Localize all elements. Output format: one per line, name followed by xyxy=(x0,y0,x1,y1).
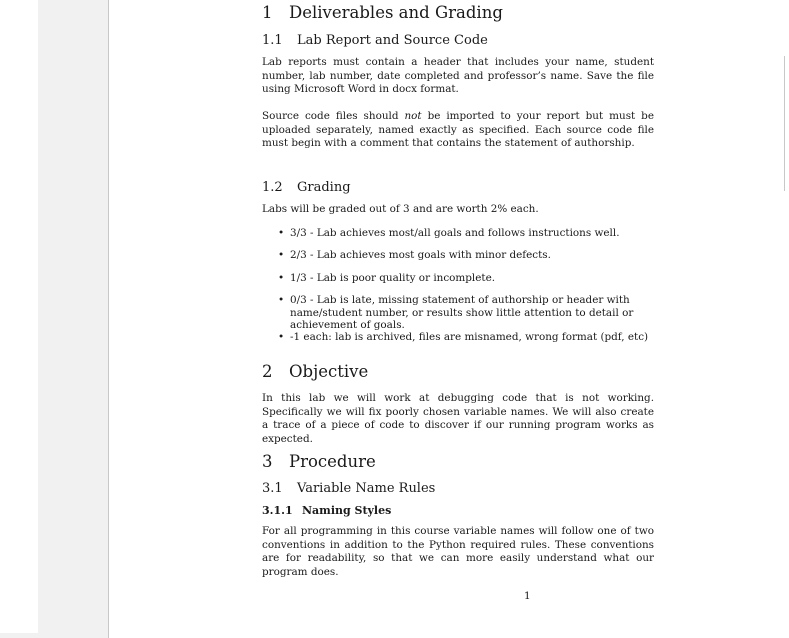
subsection-number: 3.1 xyxy=(262,481,283,496)
subsection-title: Lab Report and Source Code xyxy=(297,33,488,48)
subsubsection-heading-naming-styles xyxy=(262,504,391,517)
subsection-heading-variable-rules xyxy=(262,481,435,496)
document-viewer[interactable] xyxy=(38,0,789,633)
list-item-text: 0/3 - Lab is late, missing statement of authorship or header with name/student number, or results show little attention to detail or achievement of goals. xyxy=(290,294,634,331)
section-heading-procedure xyxy=(262,452,376,471)
bullet-icon: • xyxy=(278,227,285,239)
section-title: Objective xyxy=(289,362,369,381)
section-title: Deliverables and Grading xyxy=(289,3,503,22)
list-item xyxy=(278,331,672,344)
section-number: 3 xyxy=(262,452,273,471)
paragraph-grading-intro: Labs will be graded out of 3 and are worth 2% each. xyxy=(262,203,539,215)
adjacent-page-edge xyxy=(784,56,789,191)
paragraph-source-code xyxy=(262,110,654,151)
text-run: be imported to your report but must be uploaded separately, named exactly as specified. Each source code file must begin with a comment that contains the statement of authorship. xyxy=(262,110,654,149)
list-item xyxy=(278,272,672,285)
paragraph-objective: In this lab we will work at debugging code that is not working. Specifically we will fix poorly chosen variable names. We will also create a trace of a piece of code to discover if our running program works as expected. xyxy=(262,392,654,445)
list-item xyxy=(278,294,672,332)
section-number: 2 xyxy=(262,362,273,381)
list-item-text: 3/3 - Lab achieves most/all goals and follows instructions well. xyxy=(290,227,620,239)
subsection-number: 1.1 xyxy=(262,33,283,48)
subsection-number: 1.2 xyxy=(262,180,283,195)
bullet-icon: • xyxy=(278,272,285,284)
bullet-icon: • xyxy=(278,294,285,306)
page-number: 1 xyxy=(524,590,531,602)
section-heading-objective xyxy=(262,362,368,381)
list-item xyxy=(278,227,672,240)
section-heading-deliverables xyxy=(262,3,503,22)
paragraph-lab-report-header: Lab reports must contain a header that includes your name, student number, lab number, date completed and professor’s name. Save the file using Microsoft Word in docx format. xyxy=(262,56,654,95)
document-page xyxy=(108,0,789,638)
list-item xyxy=(278,249,672,262)
bullet-icon: • xyxy=(278,249,285,261)
left-panel-edge xyxy=(0,0,38,633)
section-number: 1 xyxy=(262,3,273,22)
list-item-text: 2/3 - Lab achieves most goals with minor defects. xyxy=(290,249,551,261)
subsection-title: Variable Name Rules xyxy=(297,481,436,496)
subsection-title: Grading xyxy=(297,180,351,195)
bullet-icon: • xyxy=(278,331,285,343)
section-title: Procedure xyxy=(289,452,376,471)
text-run: Source code files should xyxy=(262,110,405,122)
subsection-heading-grading xyxy=(262,180,351,195)
subsubsection-title: Naming Styles xyxy=(302,504,392,517)
list-item-text: 1/3 - Lab is poor quality or incomplete. xyxy=(290,272,496,284)
emphasis-not: not xyxy=(404,110,422,122)
list-item-text: -1 each: lab is archived, files are misnamed, wrong format (pdf, etc) xyxy=(290,331,649,343)
subsubsection-number: 3.1.1 xyxy=(262,504,293,517)
paragraph-naming-styles: For all programming in this course variable names will follow one of two conventions in addition to the Python required rules. These conventions are for readability, so that we can more easily understand what our program does. xyxy=(262,525,654,578)
subsection-heading-lab-report xyxy=(262,33,488,48)
